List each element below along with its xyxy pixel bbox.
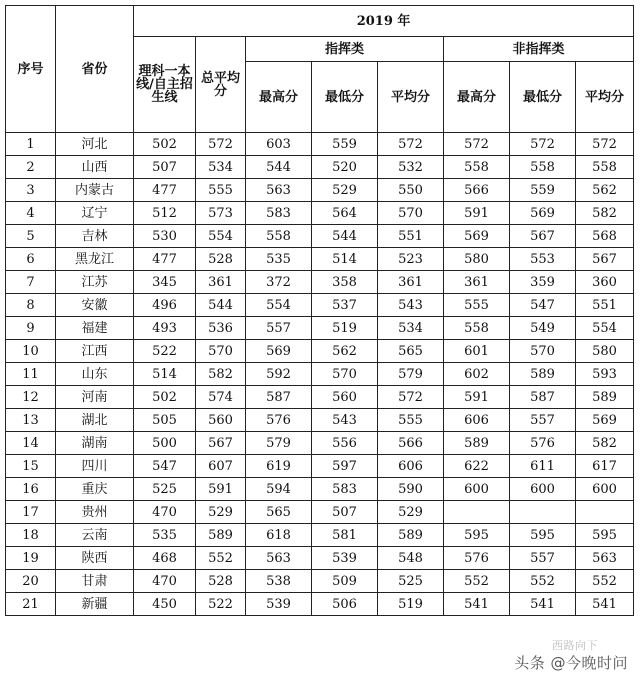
header-directed-min: 最低分 <box>312 62 378 133</box>
cell-nondirected-max: 595 <box>444 524 510 547</box>
cell-nondirected-max: 589 <box>444 432 510 455</box>
cell-nondirected-max: 591 <box>444 202 510 225</box>
cell-nondirected-avg: 541 <box>576 593 634 616</box>
cell-nondirected-min: 558 <box>510 156 576 179</box>
cell-directed-min: 507 <box>312 501 378 524</box>
cell-nondirected-min: 547 <box>510 294 576 317</box>
cell-total-avg: 522 <box>196 593 246 616</box>
cell-nondirected-avg: 360 <box>576 271 634 294</box>
header-cutoff: 理科一本线/自主招生线 <box>134 37 196 133</box>
cell-directed-max: 563 <box>246 179 312 202</box>
cell-directed-min: 529 <box>312 179 378 202</box>
table-row <box>6 386 634 409</box>
cell-directed-max: 619 <box>246 455 312 478</box>
cell-directed-max: 579 <box>246 432 312 455</box>
cell-nondirected-min: 611 <box>510 455 576 478</box>
cell-province: 江苏 <box>56 271 134 294</box>
cell-directed-max: 539 <box>246 593 312 616</box>
cell-cutoff: 470 <box>134 570 196 593</box>
cell-directed-avg: 551 <box>378 225 444 248</box>
cell-directed-max: 557 <box>246 317 312 340</box>
cell-directed-avg: 570 <box>378 202 444 225</box>
watermark-text: 头条 @今晚时问 <box>514 654 628 672</box>
cell-total-avg: 534 <box>196 156 246 179</box>
cell-nondirected-min: 587 <box>510 386 576 409</box>
cell-directed-min: 597 <box>312 455 378 478</box>
cell-directed-avg: 565 <box>378 340 444 363</box>
table-row <box>6 363 634 386</box>
cell-province: 安徽 <box>56 294 134 317</box>
cell-nondirected-max: 558 <box>444 156 510 179</box>
cell-total-avg: 536 <box>196 317 246 340</box>
cell-total-avg: 567 <box>196 432 246 455</box>
cell-directed-max: 603 <box>246 133 312 156</box>
table-row <box>6 547 634 570</box>
cell-directed-avg: 361 <box>378 271 444 294</box>
cell-index: 14 <box>6 432 56 455</box>
cell-nondirected-min <box>510 501 576 524</box>
cell-directed-min: 544 <box>312 225 378 248</box>
cell-total-avg: 560 <box>196 409 246 432</box>
cell-directed-avg: 548 <box>378 547 444 570</box>
header-group-directed: 指挥类 <box>246 37 444 62</box>
cell-nondirected-avg: 551 <box>576 294 634 317</box>
cell-directed-min: 556 <box>312 432 378 455</box>
cell-directed-max: 563 <box>246 547 312 570</box>
cell-total-avg: 554 <box>196 225 246 248</box>
table-row <box>6 340 634 363</box>
watermark <box>514 639 628 673</box>
cell-nondirected-avg: 563 <box>576 547 634 570</box>
cell-province: 重庆 <box>56 478 134 501</box>
cell-directed-max: 558 <box>246 225 312 248</box>
cell-directed-max: 544 <box>246 156 312 179</box>
cell-index: 21 <box>6 593 56 616</box>
cell-province: 内蒙古 <box>56 179 134 202</box>
cell-cutoff: 477 <box>134 248 196 271</box>
cell-cutoff: 470 <box>134 501 196 524</box>
cell-total-avg: 572 <box>196 133 246 156</box>
cell-cutoff: 500 <box>134 432 196 455</box>
cell-province: 黑龙江 <box>56 248 134 271</box>
cell-directed-avg: 543 <box>378 294 444 317</box>
cell-nondirected-min: 589 <box>510 363 576 386</box>
cell-directed-max: 569 <box>246 340 312 363</box>
cell-index: 10 <box>6 340 56 363</box>
cell-directed-min: 543 <box>312 409 378 432</box>
cell-province: 贵州 <box>56 501 134 524</box>
cell-total-avg: 528 <box>196 248 246 271</box>
cell-index: 17 <box>6 501 56 524</box>
cell-directed-avg: 525 <box>378 570 444 593</box>
cell-nondirected-avg: 580 <box>576 340 634 363</box>
cell-index: 8 <box>6 294 56 317</box>
cell-total-avg: 607 <box>196 455 246 478</box>
cell-total-avg: 573 <box>196 202 246 225</box>
cell-total-avg: 589 <box>196 524 246 547</box>
cell-index: 1 <box>6 133 56 156</box>
cell-directed-max: 576 <box>246 409 312 432</box>
cell-province: 云南 <box>56 524 134 547</box>
cell-nondirected-avg: 552 <box>576 570 634 593</box>
header-index: 序号 <box>6 6 56 133</box>
cell-province: 四川 <box>56 455 134 478</box>
cell-cutoff: 514 <box>134 363 196 386</box>
cell-index: 6 <box>6 248 56 271</box>
cell-cutoff: 493 <box>134 317 196 340</box>
cell-cutoff: 547 <box>134 455 196 478</box>
table-row <box>6 271 634 294</box>
cell-nondirected-max: 569 <box>444 225 510 248</box>
header-year: 2019 年 <box>134 6 634 37</box>
cell-directed-max: 583 <box>246 202 312 225</box>
cell-total-avg: 555 <box>196 179 246 202</box>
cell-nondirected-min: 552 <box>510 570 576 593</box>
header-group-nondirected: 非指挥类 <box>444 37 634 62</box>
cell-nondirected-min: 549 <box>510 317 576 340</box>
cell-nondirected-min: 572 <box>510 133 576 156</box>
cell-directed-min: 562 <box>312 340 378 363</box>
cell-directed-min: 520 <box>312 156 378 179</box>
cell-total-avg: 529 <box>196 501 246 524</box>
cell-nondirected-min: 559 <box>510 179 576 202</box>
cell-nondirected-max: 606 <box>444 409 510 432</box>
cell-cutoff: 530 <box>134 225 196 248</box>
cell-province: 陕西 <box>56 547 134 570</box>
cell-nondirected-max: 580 <box>444 248 510 271</box>
cell-index: 3 <box>6 179 56 202</box>
cell-nondirected-max: 566 <box>444 179 510 202</box>
cell-directed-avg: 534 <box>378 317 444 340</box>
table-row <box>6 409 634 432</box>
table-row <box>6 524 634 547</box>
cell-cutoff: 468 <box>134 547 196 570</box>
cell-nondirected-min: 600 <box>510 478 576 501</box>
cell-directed-avg: 519 <box>378 593 444 616</box>
cell-nondirected-avg: 572 <box>576 133 634 156</box>
header-directed-max: 最高分 <box>246 62 312 133</box>
table-row <box>6 455 634 478</box>
cell-directed-avg: 572 <box>378 133 444 156</box>
cell-province: 辽宁 <box>56 202 134 225</box>
cell-total-avg: 570 <box>196 340 246 363</box>
cell-directed-min: 570 <box>312 363 378 386</box>
table-row <box>6 294 634 317</box>
cell-directed-avg: 590 <box>378 478 444 501</box>
cell-directed-avg: 579 <box>378 363 444 386</box>
cell-nondirected-max: 601 <box>444 340 510 363</box>
cell-directed-max: 592 <box>246 363 312 386</box>
cell-directed-min: 581 <box>312 524 378 547</box>
cell-nondirected-max: 558 <box>444 317 510 340</box>
cell-nondirected-avg: 562 <box>576 179 634 202</box>
cell-cutoff: 502 <box>134 133 196 156</box>
cell-nondirected-avg: 600 <box>576 478 634 501</box>
cell-index: 5 <box>6 225 56 248</box>
table-row <box>6 501 634 524</box>
cell-total-avg: 361 <box>196 271 246 294</box>
cell-directed-min: 537 <box>312 294 378 317</box>
cell-nondirected-max: 361 <box>444 271 510 294</box>
cell-index: 9 <box>6 317 56 340</box>
cell-cutoff: 496 <box>134 294 196 317</box>
cell-directed-avg: 523 <box>378 248 444 271</box>
cell-cutoff: 345 <box>134 271 196 294</box>
cell-province: 福建 <box>56 317 134 340</box>
table-row <box>6 133 634 156</box>
cell-province: 山西 <box>56 156 134 179</box>
cell-directed-min: 358 <box>312 271 378 294</box>
cell-total-avg: 528 <box>196 570 246 593</box>
cell-cutoff: 525 <box>134 478 196 501</box>
cell-nondirected-max: 555 <box>444 294 510 317</box>
cell-nondirected-avg: 589 <box>576 386 634 409</box>
cell-nondirected-min: 557 <box>510 409 576 432</box>
header-province: 省份 <box>56 6 134 133</box>
cell-directed-max: 535 <box>246 248 312 271</box>
cell-nondirected-max: 622 <box>444 455 510 478</box>
cell-cutoff: 507 <box>134 156 196 179</box>
cell-directed-avg: 532 <box>378 156 444 179</box>
cell-nondirected-max: 576 <box>444 547 510 570</box>
cell-directed-avg: 606 <box>378 455 444 478</box>
cell-nondirected-avg: 582 <box>576 202 634 225</box>
table-row <box>6 432 634 455</box>
cell-directed-min: 564 <box>312 202 378 225</box>
table-row <box>6 179 634 202</box>
cell-total-avg: 552 <box>196 547 246 570</box>
cell-index: 7 <box>6 271 56 294</box>
cell-directed-avg: 529 <box>378 501 444 524</box>
cell-nondirected-avg: 554 <box>576 317 634 340</box>
cell-nondirected-min: 569 <box>510 202 576 225</box>
cell-index: 20 <box>6 570 56 593</box>
cell-nondirected-min: 595 <box>510 524 576 547</box>
cell-cutoff: 505 <box>134 409 196 432</box>
cell-index: 2 <box>6 156 56 179</box>
cell-total-avg: 544 <box>196 294 246 317</box>
cell-nondirected-avg: 582 <box>576 432 634 455</box>
cell-nondirected-min: 553 <box>510 248 576 271</box>
cell-directed-max: 618 <box>246 524 312 547</box>
cell-nondirected-max: 572 <box>444 133 510 156</box>
table-row <box>6 248 634 271</box>
cell-total-avg: 591 <box>196 478 246 501</box>
cell-index: 19 <box>6 547 56 570</box>
cell-directed-min: 559 <box>312 133 378 156</box>
cell-directed-max: 565 <box>246 501 312 524</box>
cell-nondirected-avg: 558 <box>576 156 634 179</box>
cell-nondirected-max: 602 <box>444 363 510 386</box>
cell-nondirected-max: 591 <box>444 386 510 409</box>
table-row <box>6 202 634 225</box>
cell-nondirected-min: 541 <box>510 593 576 616</box>
cell-cutoff: 502 <box>134 386 196 409</box>
cell-nondirected-avg: 567 <box>576 248 634 271</box>
cell-directed-min: 539 <box>312 547 378 570</box>
cell-cutoff: 535 <box>134 524 196 547</box>
table-row <box>6 317 634 340</box>
cell-nondirected-avg: 569 <box>576 409 634 432</box>
header-nondirected-max: 最高分 <box>444 62 510 133</box>
cell-directed-max: 587 <box>246 386 312 409</box>
cell-directed-min: 583 <box>312 478 378 501</box>
cell-directed-max: 372 <box>246 271 312 294</box>
cell-index: 15 <box>6 455 56 478</box>
cell-nondirected-avg: 593 <box>576 363 634 386</box>
cell-nondirected-max: 541 <box>444 593 510 616</box>
header-directed-avg: 平均分 <box>378 62 444 133</box>
cell-directed-avg: 566 <box>378 432 444 455</box>
cell-nondirected-avg: 595 <box>576 524 634 547</box>
cell-province: 河南 <box>56 386 134 409</box>
cell-province: 江西 <box>56 340 134 363</box>
cell-index: 12 <box>6 386 56 409</box>
cell-index: 4 <box>6 202 56 225</box>
cell-province: 新疆 <box>56 593 134 616</box>
cell-cutoff: 477 <box>134 179 196 202</box>
cell-index: 18 <box>6 524 56 547</box>
cell-directed-max: 594 <box>246 478 312 501</box>
cell-directed-min: 509 <box>312 570 378 593</box>
cell-nondirected-avg <box>576 501 634 524</box>
watermark-faint-text: 西路向下 <box>552 639 598 652</box>
cell-index: 13 <box>6 409 56 432</box>
cell-cutoff: 522 <box>134 340 196 363</box>
cell-index: 16 <box>6 478 56 501</box>
table-body <box>6 133 634 616</box>
cell-directed-min: 560 <box>312 386 378 409</box>
cell-cutoff: 512 <box>134 202 196 225</box>
cell-total-avg: 582 <box>196 363 246 386</box>
cell-nondirected-avg: 568 <box>576 225 634 248</box>
cell-province: 吉林 <box>56 225 134 248</box>
cell-directed-avg: 555 <box>378 409 444 432</box>
cell-province: 甘肃 <box>56 570 134 593</box>
cell-province: 湖南 <box>56 432 134 455</box>
cell-directed-min: 514 <box>312 248 378 271</box>
cell-directed-avg: 572 <box>378 386 444 409</box>
cell-nondirected-min: 567 <box>510 225 576 248</box>
header-total-avg: 总平均分 <box>196 37 246 133</box>
cell-province: 山东 <box>56 363 134 386</box>
cell-directed-min: 519 <box>312 317 378 340</box>
cell-nondirected-avg: 617 <box>576 455 634 478</box>
table-row <box>6 478 634 501</box>
cell-nondirected-min: 359 <box>510 271 576 294</box>
cell-directed-min: 506 <box>312 593 378 616</box>
cell-total-avg: 574 <box>196 386 246 409</box>
table-row <box>6 225 634 248</box>
table-row <box>6 570 634 593</box>
cell-directed-avg: 589 <box>378 524 444 547</box>
cell-nondirected-min: 557 <box>510 547 576 570</box>
cell-cutoff: 450 <box>134 593 196 616</box>
cell-province: 河北 <box>56 133 134 156</box>
cell-directed-max: 538 <box>246 570 312 593</box>
cell-directed-avg: 550 <box>378 179 444 202</box>
table-row <box>6 156 634 179</box>
header-nondirected-min: 最低分 <box>510 62 576 133</box>
cell-nondirected-max: 552 <box>444 570 510 593</box>
cell-directed-max: 554 <box>246 294 312 317</box>
header-nondirected-avg: 平均分 <box>576 62 634 133</box>
admission-score-table <box>5 5 634 616</box>
table-row <box>6 593 634 616</box>
cell-index: 11 <box>6 363 56 386</box>
cell-nondirected-min: 576 <box>510 432 576 455</box>
cell-nondirected-min: 570 <box>510 340 576 363</box>
cell-province: 湖北 <box>56 409 134 432</box>
cell-nondirected-max: 600 <box>444 478 510 501</box>
cell-nondirected-max <box>444 501 510 524</box>
